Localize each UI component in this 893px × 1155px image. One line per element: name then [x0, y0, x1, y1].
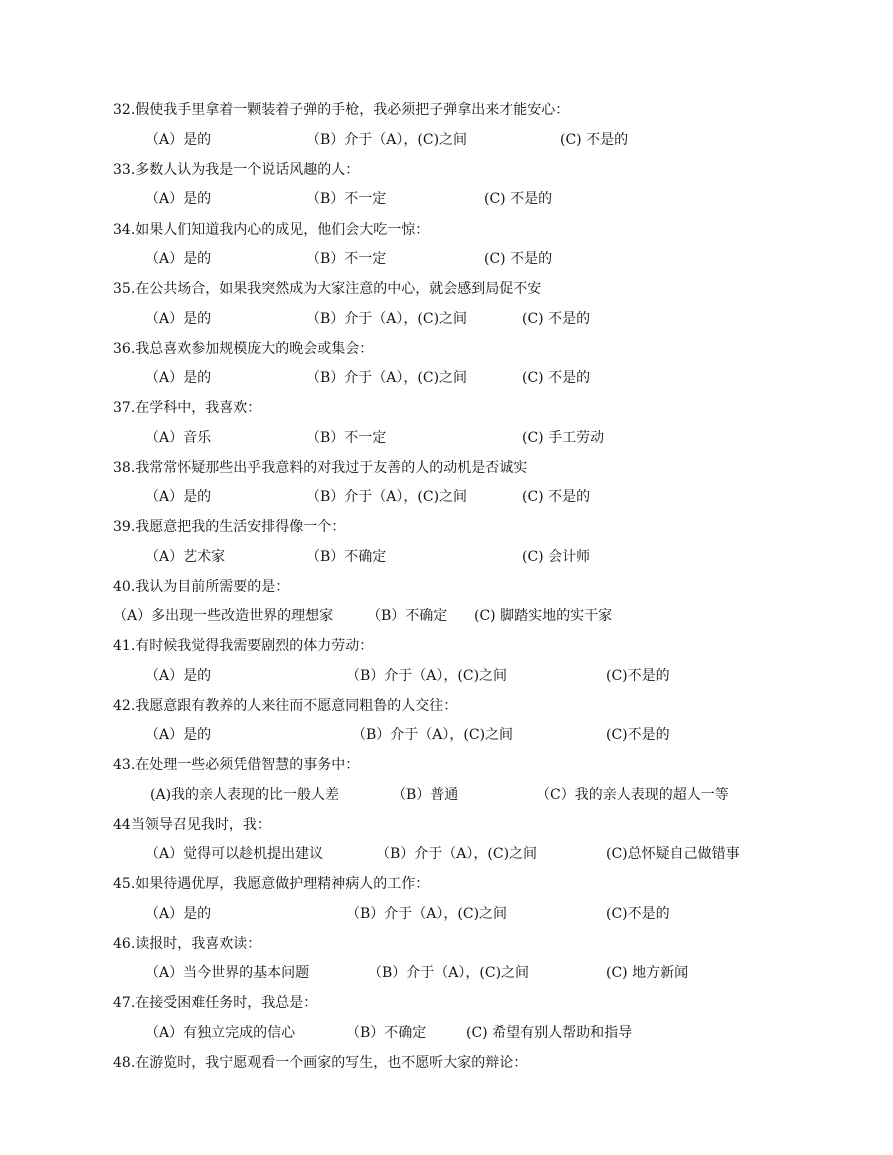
option-c[interactable]: (C) 脚踏实地的实干家: [474, 608, 613, 624]
option-a[interactable]: （A）是的: [145, 251, 212, 267]
option-a[interactable]: （A）是的: [145, 370, 212, 386]
question-34: 34.如果人们知道我内心的成见，他们会大吃一惊：: [113, 222, 430, 238]
question-42: 42.我愿意跟有教养的人来往而不愿意同粗鲁的人交往：: [113, 698, 458, 714]
option-c[interactable]: (C)不是的: [606, 668, 670, 684]
option-a[interactable]: (A)我的亲人表现的比一般人差: [150, 787, 340, 803]
option-c[interactable]: (C)不是的: [606, 906, 670, 922]
option-c[interactable]: (C) 不是的: [522, 370, 591, 386]
option-c[interactable]: (C)不是的: [606, 727, 670, 743]
option-b[interactable]: （B）介于（A），(C)之间: [376, 846, 538, 862]
option-b[interactable]: （B）介于（A），(C)之间: [346, 906, 508, 922]
option-c[interactable]: (C) 不是的: [522, 489, 591, 505]
option-c[interactable]: (C) 不是的: [522, 311, 591, 327]
option-a[interactable]: （A）是的: [145, 489, 212, 505]
question-40: 40.我认为目前所需要的是：: [113, 579, 290, 595]
option-a[interactable]: （A）是的: [145, 132, 212, 148]
question-44: 44当领导召见我时，我：: [113, 817, 271, 833]
option-b[interactable]: （B）介于（A），(C)之间: [306, 311, 468, 327]
option-b[interactable]: （B）不确定: [306, 549, 387, 565]
option-c[interactable]: (C)总怀疑自己做错事: [606, 846, 740, 862]
option-b[interactable]: （B）介于（A），(C)之间: [306, 370, 468, 386]
question-33: 33.多数人认为我是一个说话风趣的人：: [113, 162, 360, 178]
question-48: 48.在游览时，我宁愿观看一个画家的写生，也不愿听大家的辩论：: [113, 1055, 528, 1071]
option-a[interactable]: （A）是的: [145, 668, 212, 684]
question-43: 43.在处理一些必须凭借智慧的事务中：: [113, 757, 360, 773]
option-c[interactable]: (C) 手工劳动: [522, 430, 605, 446]
option-a[interactable]: （A）觉得可以趁机提出建议: [145, 846, 324, 862]
option-a[interactable]: （A）有独立完成的信心: [145, 1025, 296, 1041]
question-41: 41.有时候我觉得我需要剧烈的体力劳动：: [113, 638, 374, 654]
question-38: 38.我常常怀疑那些出乎我意料的对我过于友善的人的动机是否诚实: [113, 460, 528, 476]
option-b[interactable]: （B）介于（A），(C)之间: [368, 965, 530, 981]
option-c[interactable]: （C）我的亲人表现的超人一等: [536, 787, 729, 803]
question-32: 32.假使我手里拿着一颗装着子弹的手枪，我必须把子弹拿出来才能安心：: [113, 102, 570, 118]
option-c[interactable]: (C) 地方新闻: [606, 965, 689, 981]
option-b[interactable]: （B）不一定: [306, 251, 387, 267]
question-36: 36.我总喜欢参加规模庞大的晚会或集会：: [113, 341, 374, 357]
option-b[interactable]: （B）不确定: [367, 608, 448, 624]
option-a[interactable]: （A）当今世界的基本问题: [145, 965, 310, 981]
option-b[interactable]: （B）普通: [392, 787, 459, 803]
option-b[interactable]: （B）介于（A），(C)之间: [306, 489, 468, 505]
option-a[interactable]: （A）是的: [145, 191, 212, 207]
question-39: 39.我愿意把我的生活安排得像一个：: [113, 519, 346, 535]
question-45: 45.如果待遇优厚，我愿意做护理精神病人的工作：: [113, 876, 430, 892]
option-c[interactable]: (C) 希望有别人帮助和指导: [466, 1025, 633, 1041]
option-c[interactable]: (C) 会计师: [522, 549, 591, 565]
option-c[interactable]: (C) 不是的: [560, 132, 629, 148]
question-35: 35.在公共场合，如果我突然成为大家注意的中心，就会感到局促不安: [113, 281, 542, 297]
option-b[interactable]: （B）不一定: [306, 430, 387, 446]
question-47: 47.在接受困难任务时，我总是：: [113, 995, 318, 1011]
option-c[interactable]: (C) 不是的: [484, 191, 553, 207]
option-b[interactable]: （B）介于（A），(C)之间: [346, 668, 508, 684]
option-b[interactable]: （B）介于（A），(C)之间: [352, 727, 514, 743]
option-a[interactable]: （A）艺术家: [145, 549, 226, 565]
option-c[interactable]: (C) 不是的: [484, 251, 553, 267]
option-a[interactable]: （A）是的: [145, 906, 212, 922]
question-46: 46.读报时，我喜欢读：: [113, 936, 262, 952]
option-b[interactable]: （B）不一定: [306, 191, 387, 207]
option-a[interactable]: （A）是的: [145, 727, 212, 743]
option-b[interactable]: （B）不确定: [346, 1025, 427, 1041]
option-a[interactable]: （A）多出现一些改造世界的理想家: [113, 608, 334, 624]
option-a[interactable]: （A）音乐: [145, 430, 212, 446]
option-a[interactable]: （A）是的: [145, 311, 212, 327]
question-37: 37.在学科中，我喜欢：: [113, 400, 262, 416]
option-b[interactable]: （B）介于（A），(C)之间: [306, 132, 468, 148]
